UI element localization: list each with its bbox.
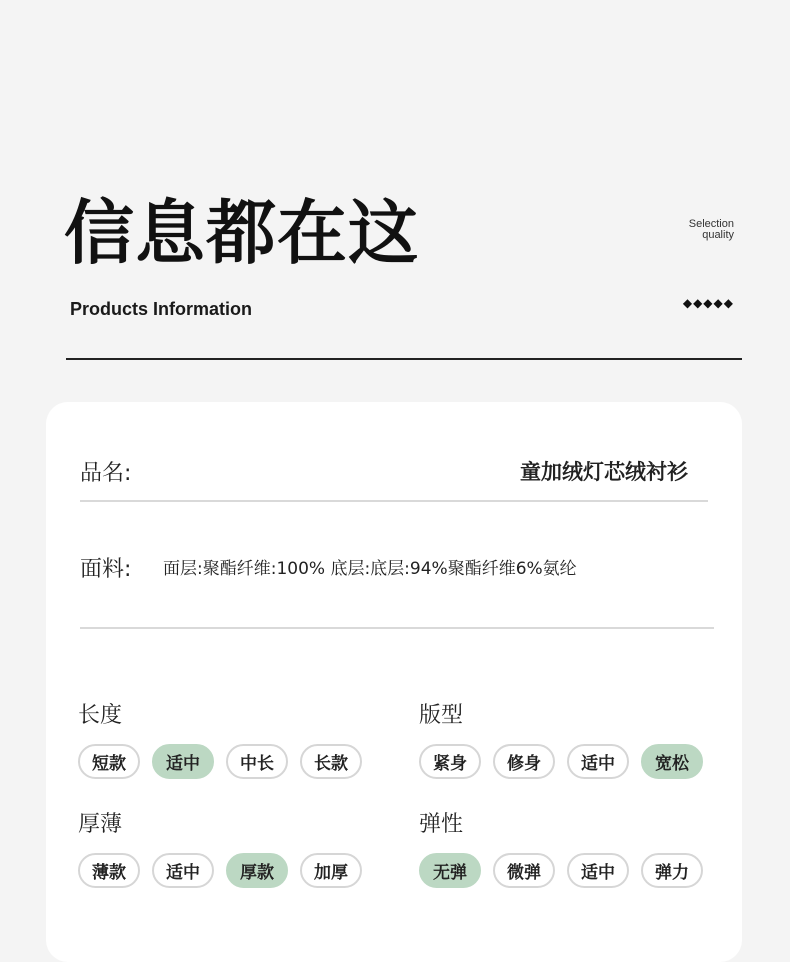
- option-pill: 短款: [78, 744, 140, 779]
- product-name-label: 品名:: [80, 461, 132, 486]
- option-group: [78, 744, 362, 779]
- page-subtitle: Products Information: [70, 299, 253, 319]
- fabric-label: 面料:: [80, 557, 132, 582]
- option-pill: 加厚: [300, 853, 362, 888]
- attribute-title: 版型: [419, 703, 464, 728]
- option-pill: 适中: [152, 853, 214, 888]
- option-group: [419, 744, 703, 779]
- option-pill: 修身: [493, 744, 555, 779]
- option-pill: 适中: [567, 853, 629, 888]
- option-pill: 薄款: [78, 853, 140, 888]
- attribute-fit: [419, 700, 703, 779]
- option-pill: 宽松: [641, 744, 703, 779]
- fabric-value: 面层:聚酯纤维:100% 底层:底层:94%聚酯纤维6%氨纶: [163, 559, 577, 579]
- selection-quality-tag: [689, 219, 734, 241]
- attribute-elasticity: [419, 809, 703, 888]
- option-pill: 适中: [152, 744, 214, 779]
- header-divider: [66, 358, 742, 360]
- attribute-thickness: [78, 809, 362, 888]
- product-name-value: 童加绒灯芯绒衬衫: [520, 460, 688, 484]
- option-pill: 微弹: [493, 853, 555, 888]
- attribute-length: [78, 700, 362, 779]
- attribute-title: 厚薄: [78, 812, 123, 837]
- option-pill: 中长: [226, 744, 288, 779]
- option-pill: 厚款: [226, 853, 288, 888]
- quality-text: quality: [702, 229, 734, 241]
- option-pill: 适中: [567, 744, 629, 779]
- attribute-title: 弹性: [419, 812, 464, 837]
- option-pill: 无弹: [419, 853, 481, 888]
- product-name-row: [80, 452, 708, 492]
- option-group: [78, 853, 362, 888]
- option-pill: 弹力: [641, 853, 703, 888]
- name-divider: [80, 500, 708, 502]
- selection-text: Selection: [688, 218, 734, 230]
- option-pill: 长款: [300, 744, 362, 779]
- page-title: 信息都在这: [64, 192, 419, 274]
- option-group: [419, 853, 703, 888]
- option-pill: 紧身: [419, 744, 481, 779]
- fabric-divider: [80, 627, 714, 629]
- diamond-decoration-icon: ◆◆◆◆◆: [682, 296, 734, 310]
- attribute-title: 长度: [78, 703, 123, 728]
